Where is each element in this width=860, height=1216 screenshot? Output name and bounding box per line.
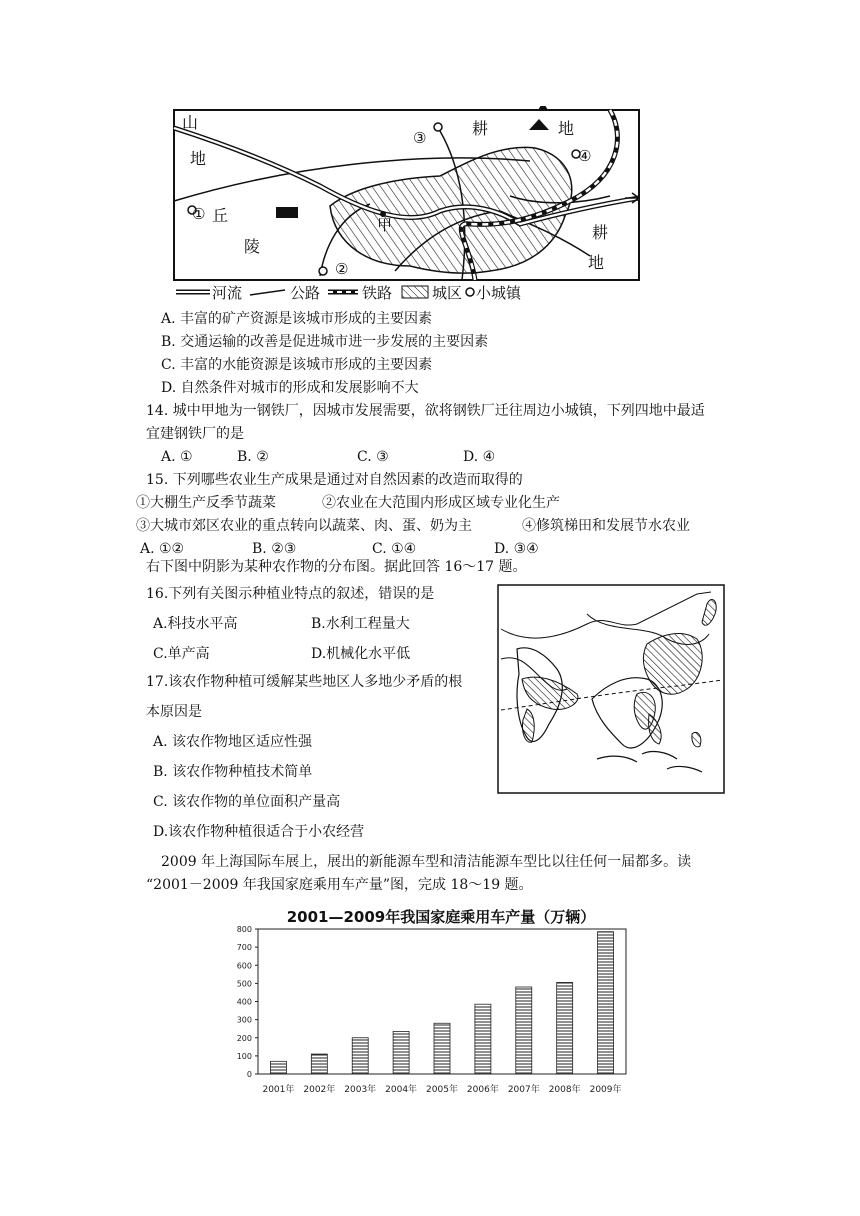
y-tick-label: 800 xyxy=(236,925,252,934)
q14-option-d: D. ④ xyxy=(463,449,496,465)
city-map-figure xyxy=(170,106,645,306)
crop-distribution-map xyxy=(497,584,725,794)
x-tick-label: 2001年 xyxy=(262,1085,295,1095)
bar xyxy=(516,987,532,1074)
q13-option-a: A. 丰富的矿产资源是该城市形成的主要因素 xyxy=(161,311,433,327)
bar xyxy=(557,982,573,1074)
q16-option-c: C.单产高 xyxy=(153,646,210,662)
bar xyxy=(475,1004,491,1074)
q15-option-b: B. ②③ xyxy=(252,541,297,557)
q15-option-d: D. ③④ xyxy=(494,541,539,557)
q16-option-b: B.水利工程量大 xyxy=(311,616,410,632)
small-town-icon xyxy=(319,267,327,275)
map-label: 陵 xyxy=(244,237,261,256)
map-label: 地 xyxy=(558,119,575,138)
map-label: ① xyxy=(192,205,206,223)
q14-option-c: C. ③ xyxy=(357,449,389,465)
q14-option-a: A. ① xyxy=(161,449,193,465)
q15-item-4: ④修筑梯田和发展节水农业 xyxy=(522,518,690,534)
q16-option-d: D.机械化水平低 xyxy=(311,646,411,662)
chart-title: 2001—2009年我国家庭乘用车产量（万辆） xyxy=(286,908,596,926)
q15-option-a: A. ①② xyxy=(140,541,185,557)
bar xyxy=(311,1054,327,1074)
bar xyxy=(270,1061,286,1074)
y-tick-label: 100 xyxy=(236,1051,252,1061)
crop-map-svg xyxy=(497,584,725,794)
q14-option-b: B. ② xyxy=(237,449,269,465)
q15-item-2: ②农业在大范围内形成区域专业化生产 xyxy=(322,495,560,511)
x-tick-label: 2009年 xyxy=(589,1085,622,1095)
map-label: ② xyxy=(335,260,349,278)
y-tick-label: 500 xyxy=(236,979,252,989)
map-label: 耕 xyxy=(592,223,609,242)
bar xyxy=(598,932,614,1074)
q14-stem: 14. 城中甲地为一钢铁厂，因城市发展需要，欲将钢铁厂迁往周边小城镇，下列四地中最适 xyxy=(146,403,705,419)
q17-stem-cont: 本原因是 xyxy=(146,704,202,720)
city-map-svg xyxy=(170,106,645,306)
y-tick-label: 400 xyxy=(236,997,252,1007)
x-tick-label: 2003年 xyxy=(344,1085,377,1095)
x-tick-label: 2007年 xyxy=(507,1085,540,1095)
map-label: 地 xyxy=(588,253,605,272)
small-town-icon xyxy=(434,123,442,131)
q13-option-b: B. 交通运输的改善是促进城市进一步发展的主要因素 xyxy=(161,334,489,350)
intro-16-17: 右下图中阴影为某种农作物的分布图。据此回答 16～17 题。 xyxy=(146,559,527,575)
svg-text:河流: 河流 xyxy=(212,284,243,302)
q17-option-d: D.该农作物种植很适合于小农经营 xyxy=(153,824,365,840)
y-tick-label: 300 xyxy=(236,1015,252,1025)
y-tick-label: 600 xyxy=(236,961,252,971)
q14-stem-cont: 宜建钢铁厂的是 xyxy=(146,426,244,442)
svg-text:公路: 公路 xyxy=(290,284,321,302)
map-label: 地 xyxy=(190,149,207,168)
bar xyxy=(393,1031,409,1074)
intro-18-19-line2: “2001－2009 年我国家庭乘用车产量”图，完成 18～19 题。 xyxy=(146,877,533,893)
svg-text:小城镇: 小城镇 xyxy=(476,284,522,302)
bar xyxy=(434,1023,450,1074)
car-production-chart xyxy=(226,904,636,1104)
q15-option-c: C. ①④ xyxy=(372,541,417,557)
svg-text:铁路: 铁路 xyxy=(362,284,393,302)
y-tick-label: 0 xyxy=(246,1070,252,1079)
intro-18-19-line1: 2009 年上海国际车展上，展出的新能源车型和清洁能源车型比以往任何一届都多。读 xyxy=(161,854,692,870)
q15-item-3: ③大城市郊区农业的重点转向以蔬菜、肉、蛋、奶为主 xyxy=(136,518,472,534)
map-label: 山 xyxy=(182,113,199,132)
x-tick-label: 2006年 xyxy=(466,1085,499,1095)
bar-chart-svg xyxy=(226,904,636,1104)
map-label: ④ xyxy=(578,147,592,165)
q13-option-c: C. 丰富的水能资源是该城市形成的主要因素 xyxy=(161,357,433,373)
q17-option-a: A. 该农作物地区适应性强 xyxy=(153,734,313,750)
q16-option-a: A.科技水平高 xyxy=(153,616,238,632)
y-tick-label: 700 xyxy=(236,943,252,953)
x-tick-label: 2004年 xyxy=(385,1085,418,1095)
svg-text:城区: 城区 xyxy=(432,284,463,302)
q16-stem: 16.下列有关图示种植业特点的叙述，错误的是 xyxy=(146,586,435,602)
map-legend xyxy=(176,284,522,302)
q15-stem: 15. 下列哪些农业生产成果是通过对自然因素的改造而取得的 xyxy=(146,472,523,488)
mountain-triangle-icon xyxy=(538,106,548,110)
q15-item-1: ①大棚生产反季节蔬菜 xyxy=(136,495,276,511)
bar xyxy=(352,1038,368,1074)
q17-stem: 17.该农作物种植可缓解某些地区人多地少矛盾的根 xyxy=(146,674,463,690)
x-tick-label: 2005年 xyxy=(426,1085,458,1095)
black-rectangle-icon xyxy=(276,207,298,218)
y-tick-label: 200 xyxy=(236,1033,252,1043)
x-tick-label: 2002年 xyxy=(303,1085,336,1095)
q13-option-d: D. 自然条件对城市的形成和发展影响不大 xyxy=(161,380,419,396)
q17-option-b: B. 该农作物种植技术简单 xyxy=(153,764,313,780)
map-label: 丘 xyxy=(212,206,229,225)
map-label: 耕 xyxy=(472,119,489,138)
x-tick-label: 2008年 xyxy=(548,1085,581,1095)
map-label: 甲 xyxy=(377,216,393,234)
map-label: ③ xyxy=(413,129,427,147)
q17-option-c: C. 该农作物的单位面积产量高 xyxy=(153,794,341,810)
